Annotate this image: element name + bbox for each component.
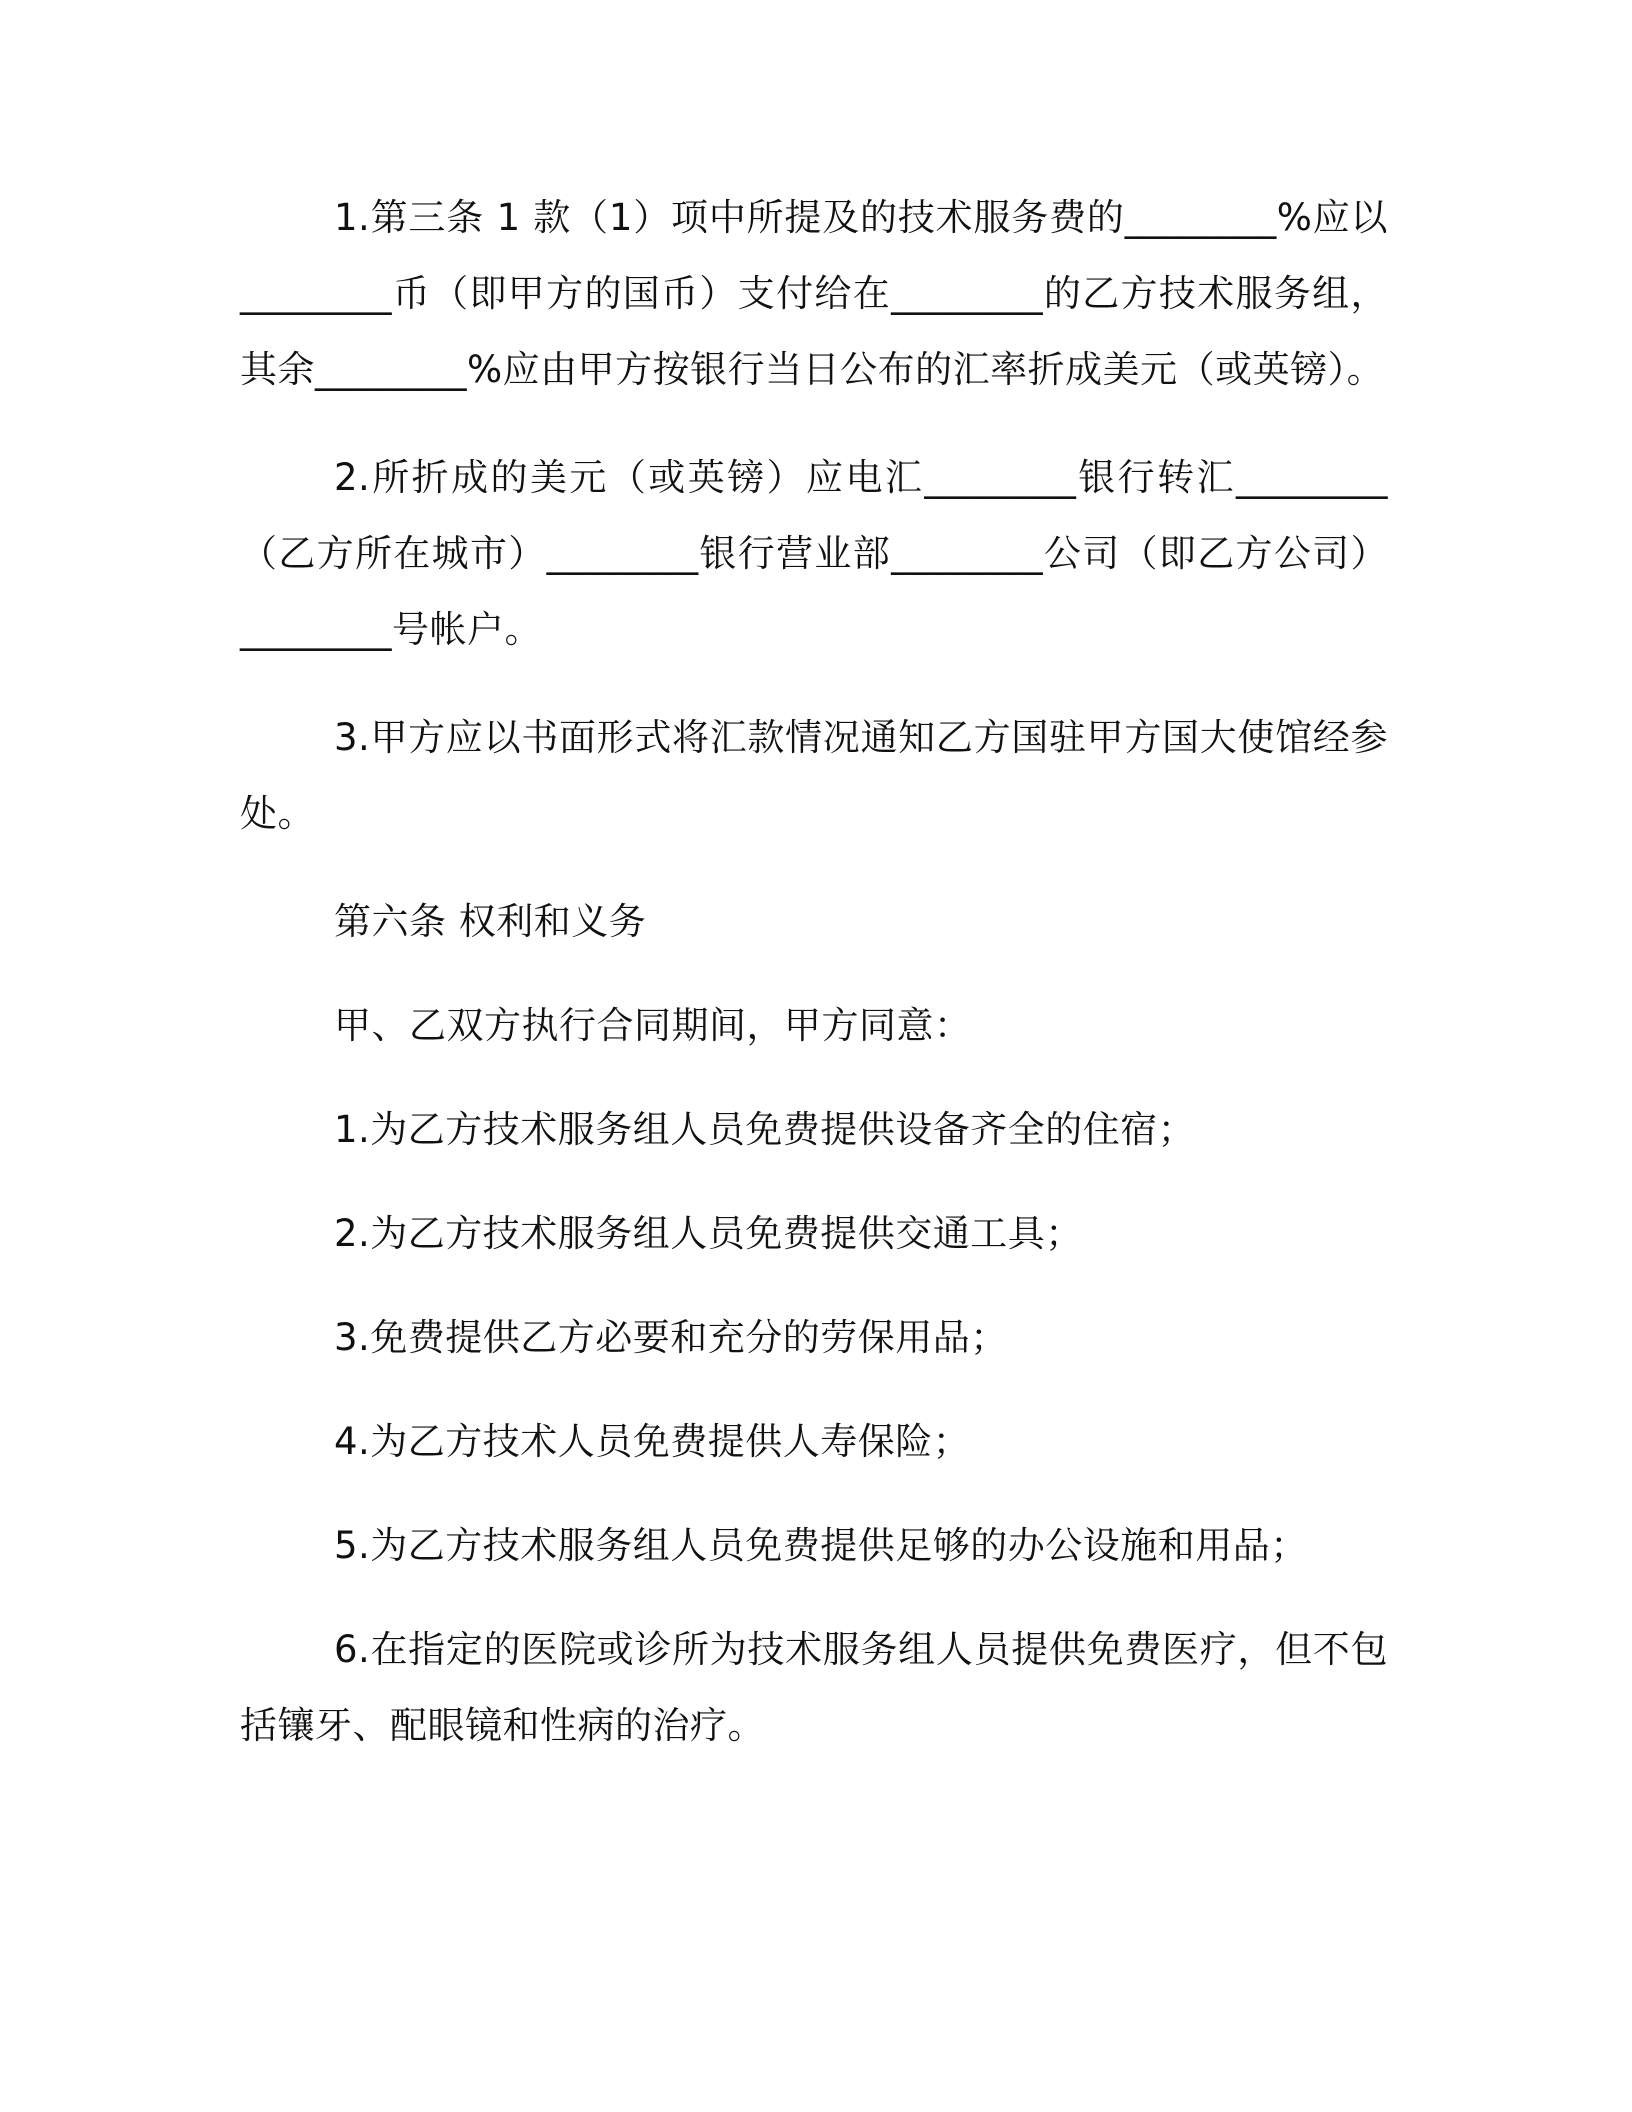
list-item-office-supplies: 5.为乙方技术服务组人员免费提供足够的办公设施和用品； [334, 1524, 1308, 1567]
section-heading-rights-obligations: 第六条 权利和义务 [334, 900, 647, 943]
paragraph-wire-transfer: 2.所折成的美元（或英镑）应电汇________银行转汇________（乙方所在城市）________银行营业部________公司（即乙方公司）________号帐户。 [240, 456, 1388, 651]
list-item-transportation: 2.为乙方技术服务组人员免费提供交通工具； [334, 1212, 1083, 1255]
document-body [240, 180, 1388, 1796]
list-item-life-insurance: 4.为乙方技术人员免费提供人寿保险； [334, 1420, 971, 1463]
paragraph-party-a-agrees: 甲、乙双方执行合同期间，甲方同意： [334, 1004, 972, 1047]
list-item-protective-gear: 3.免费提供乙方必要和充分的劳保用品； [334, 1316, 1008, 1359]
list-item-medical-care: 6.在指定的医院或诊所为技术服务组人员提供免费医疗，但不包括镶牙、配眼镜和性病的治疗。 [240, 1628, 1388, 1747]
paragraph-payment-split: 1.第三条 1 款（1）项中所提及的技术服务费的________%应以________币（即甲方的国币）支付给在________的乙方技术服务组，其余________%应由甲方按银行当日公布的汇率折成美元（或英镑）。 [240, 196, 1388, 391]
list-item-accommodation: 1.为乙方技术服务组人员免费提供设备齐全的住宿； [334, 1108, 1196, 1151]
paragraph-written-notice: 3.甲方应以书面形式将汇款情况通知乙方国驻甲方国大使馆经参处。 [240, 716, 1388, 835]
